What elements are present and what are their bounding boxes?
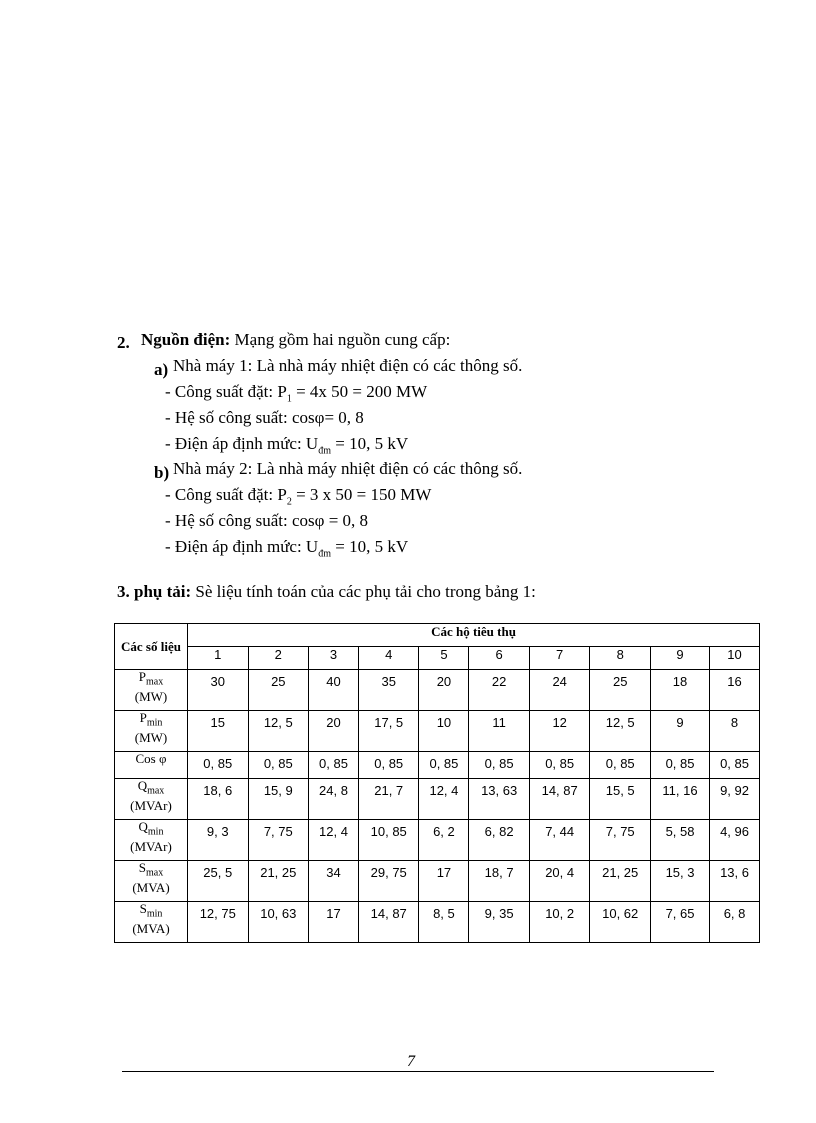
table-cell: 6, 2 — [419, 820, 469, 861]
table-cell: 8 — [710, 711, 760, 752]
table-cell: 11, 16 — [650, 779, 709, 820]
row-label: $Q_{min}$ (MVAr) — [115, 820, 188, 861]
table-cell: 24 — [529, 670, 590, 711]
table-row — [115, 711, 760, 752]
table-cell: 20 — [419, 670, 469, 711]
row-label: $S_{min}$ (MVA) — [115, 902, 188, 943]
table-cell: 40 — [309, 670, 359, 711]
row-label: $P_{max}$ (MW) — [115, 670, 188, 711]
table-row — [115, 861, 760, 902]
table-cell: 7, 44 — [529, 820, 590, 861]
table-cell: 4, 96 — [710, 820, 760, 861]
table-cell: 15 — [188, 711, 249, 752]
section-3-line — [117, 582, 536, 602]
table-cell: 0, 85 — [529, 752, 590, 779]
page-number: 7 — [407, 1053, 415, 1070]
plant-b-voltage: - Điện áp định mức: $U_{đm} = 10$, 5 kV — [165, 537, 409, 560]
table-cell: 29, 75 — [358, 861, 419, 902]
table-cell: 21, 25 — [248, 861, 309, 902]
load-data-table — [114, 623, 760, 943]
table-cell: 25 — [590, 670, 651, 711]
column-header: 10 — [710, 647, 760, 670]
column-header: 7 — [529, 647, 590, 670]
plant-a-capacity: - Công suất đặt: $P_1 = 4x$ 50 = 200 MW — [165, 382, 428, 405]
table-row — [115, 779, 760, 820]
section-2-heading: Nguồn điện: — [141, 330, 231, 349]
table-cell: 10 — [419, 711, 469, 752]
table-corner-cell: Các số liệu — [115, 624, 188, 670]
table-cell: 18, 6 — [188, 779, 249, 820]
row-label: $S_{max}$ (MVA) — [115, 861, 188, 902]
table-cell: 0, 85 — [590, 752, 651, 779]
table-cell: 0, 85 — [188, 752, 249, 779]
table-cell: 12, 75 — [188, 902, 249, 943]
row-label: $Q_{max}$ (MVAr) — [115, 779, 188, 820]
column-header: 2 — [248, 647, 309, 670]
table-cell: 25 — [248, 670, 309, 711]
table-cell: 15, 9 — [248, 779, 309, 820]
table-cell: 16 — [710, 670, 760, 711]
table-cell: 25, 5 — [188, 861, 249, 902]
table-column-row — [115, 647, 760, 670]
column-header: 1 — [188, 647, 249, 670]
table-row — [115, 902, 760, 943]
plant-b-marker: b) — [154, 463, 170, 482]
table-cell: 0, 85 — [358, 752, 419, 779]
plant-a-title: Nhà máy 1: Là nhà máy nhiệt điện có các thông số. — [173, 356, 523, 375]
table-cell: 7, 65 — [650, 902, 709, 943]
table-cell: 18 — [650, 670, 709, 711]
column-header: 9 — [650, 647, 709, 670]
footer-rule — [122, 1071, 714, 1072]
table-cell: 15, 3 — [650, 861, 709, 902]
table-cell: 15, 5 — [590, 779, 651, 820]
table-cell: 6, 82 — [469, 820, 530, 861]
table-cell: 6, 8 — [710, 902, 760, 943]
table-cell: 12, 4 — [419, 779, 469, 820]
table-cell: 17 — [309, 902, 359, 943]
column-header: 5 — [419, 647, 469, 670]
plant-a-voltage: - Điện áp định mức: $U_{đm} = 10$, 5 kV — [165, 434, 409, 457]
section-2-number: 2. — [117, 333, 130, 352]
section-2-intro: Mạng gồm hai nguồn cung cấp: — [230, 330, 451, 349]
table-cell: 14, 87 — [358, 902, 419, 943]
table-cell: 9, 92 — [710, 779, 760, 820]
table-cell: 17 — [419, 861, 469, 902]
table-row — [115, 820, 760, 861]
table-cell: 12, 5 — [248, 711, 309, 752]
table-cell: 21, 25 — [590, 861, 651, 902]
table-cell: 20 — [309, 711, 359, 752]
table-cell: 12 — [529, 711, 590, 752]
table-cell: 0, 85 — [469, 752, 530, 779]
section-3-heading: 3. phụ tải: — [117, 582, 192, 601]
table-cell: 14, 87 — [529, 779, 590, 820]
table-cell: 12, 5 — [590, 711, 651, 752]
plant-a-power-factor: - Hệ số công suất: cosφ= 0, 8 — [165, 408, 364, 427]
table-cell: 9, 35 — [469, 902, 530, 943]
table-cell: 17, 5 — [358, 711, 419, 752]
section-2-line — [141, 330, 450, 350]
plant-a-marker: a) — [154, 360, 169, 379]
table-cell: 7, 75 — [590, 820, 651, 861]
table-cell: 18, 7 — [469, 861, 530, 902]
table-cell: 0, 85 — [710, 752, 760, 779]
plant-b-capacity: - Công suất đặt: $P_2 = 3$ x 50 = 150 MW — [165, 485, 432, 508]
column-header: 8 — [590, 647, 651, 670]
table-group-header: Các hộ tiêu thụ — [188, 624, 760, 647]
table-cell: 0, 85 — [248, 752, 309, 779]
column-header: 3 — [309, 647, 359, 670]
table-row — [115, 752, 760, 779]
table-cell: 13, 63 — [469, 779, 530, 820]
table-cell: 10, 63 — [248, 902, 309, 943]
table-cell: 10, 2 — [529, 902, 590, 943]
table-cell: 20, 4 — [529, 861, 590, 902]
table-cell: 12, 4 — [309, 820, 359, 861]
table-cell: 7, 75 — [248, 820, 309, 861]
table-cell: 22 — [469, 670, 530, 711]
table-cell: 9 — [650, 711, 709, 752]
table-cell: 0, 85 — [650, 752, 709, 779]
table-cell: 10, 62 — [590, 902, 651, 943]
table-header-row — [115, 624, 760, 647]
table-cell: 21, 7 — [358, 779, 419, 820]
table-cell: 0, 85 — [309, 752, 359, 779]
table-cell: 8, 5 — [419, 902, 469, 943]
row-label: Cos φ — [115, 752, 188, 779]
plant-b-power-factor: - Hệ số công suất: cosφ = 0, 8 — [165, 511, 369, 530]
table-cell: 34 — [309, 861, 359, 902]
row-label: $P_{min}$ (MW) — [115, 711, 188, 752]
table-cell: 5, 58 — [650, 820, 709, 861]
table-cell: 24, 8 — [309, 779, 359, 820]
plant-b-title: Nhà máy 2: Là nhà máy nhiệt điện có các thông số. — [173, 459, 523, 478]
table-cell: 13, 6 — [710, 861, 760, 902]
table-cell: 30 — [188, 670, 249, 711]
section-3-intro: Sè liệu tính toán của các phụ tải cho trong bảng 1: — [191, 582, 536, 601]
column-header: 6 — [469, 647, 530, 670]
column-header: 4 — [358, 647, 419, 670]
table-cell: 11 — [469, 711, 530, 752]
table-cell: 10, 85 — [358, 820, 419, 861]
table-cell: 35 — [358, 670, 419, 711]
table-row — [115, 670, 760, 711]
table-cell: 0, 85 — [419, 752, 469, 779]
table-cell: 9, 3 — [188, 820, 249, 861]
